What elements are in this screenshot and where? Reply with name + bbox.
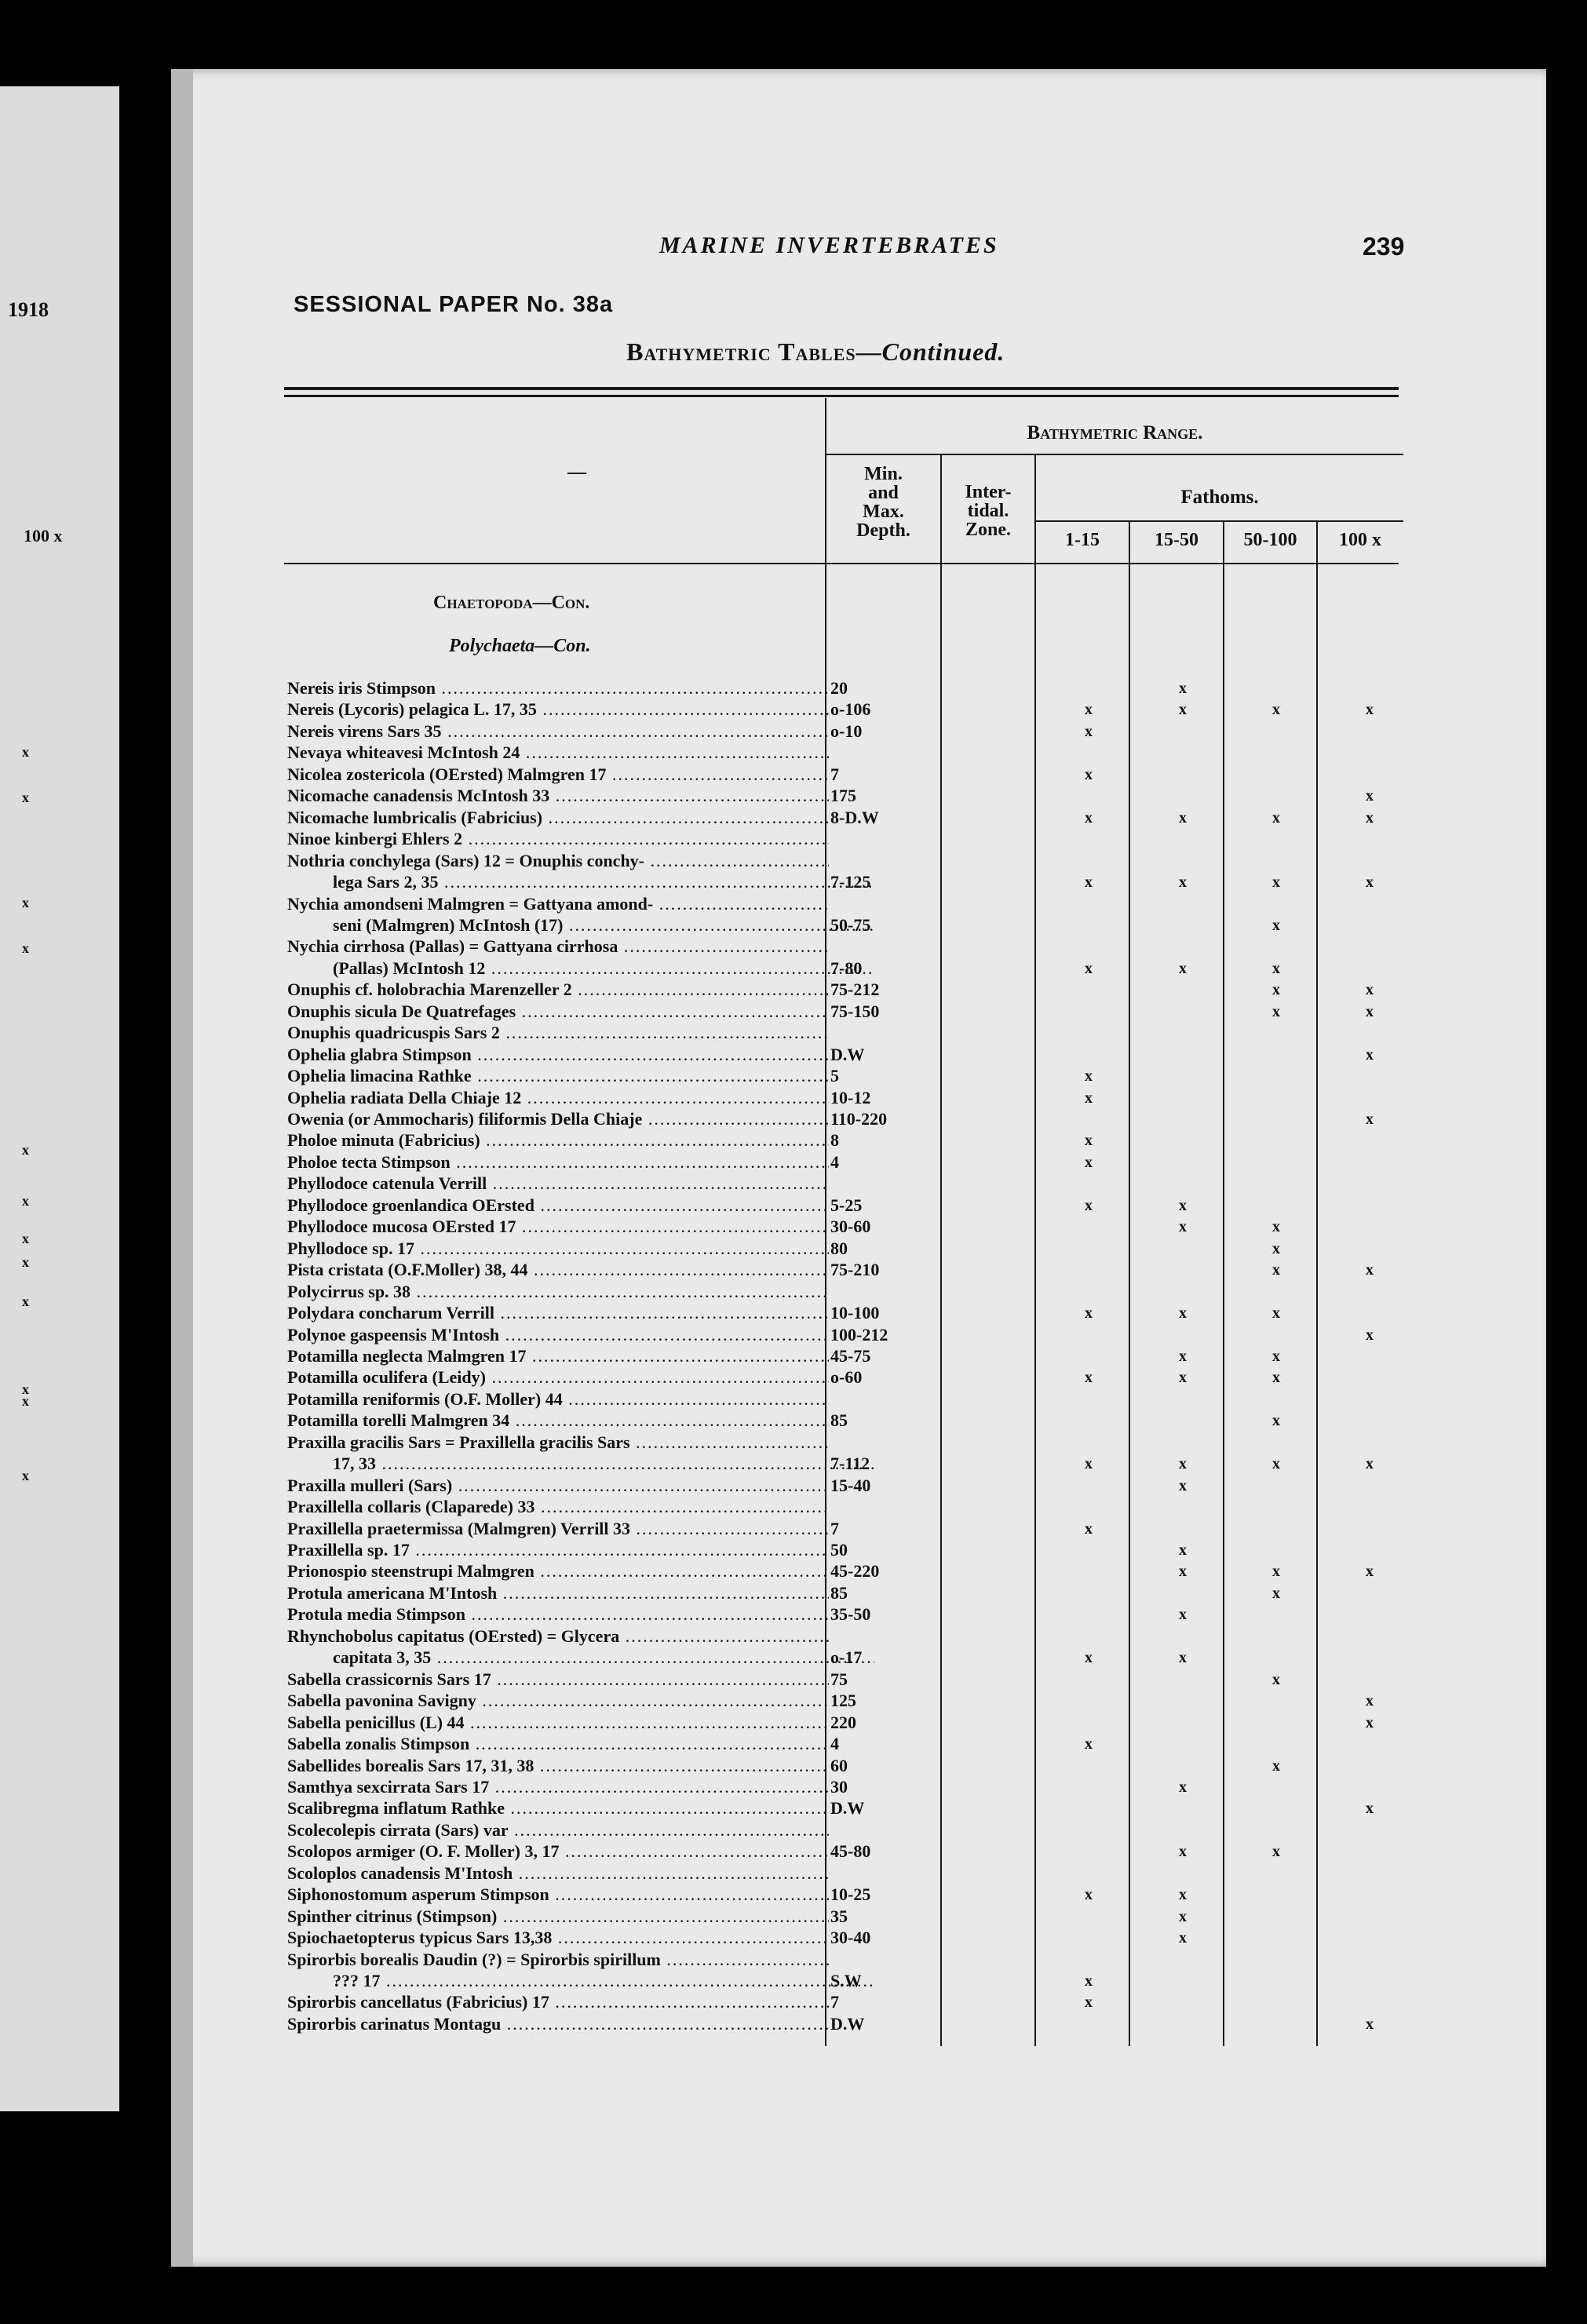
species-name: Pholoe tecta Stimpson .....: [287, 1152, 829, 1173]
species-name: Nothria conchylega (Sars) 12 = Onuphis conchy- .....: [287, 851, 829, 871]
table-row: [287, 1389, 1402, 1410]
depth-range: 10-12: [830, 1088, 871, 1107]
depth-range: 7: [830, 1519, 839, 1538]
fathoms-col-50-100: 50-100: [1243, 530, 1297, 550]
range-mark-50-to-100: x: [1272, 1757, 1280, 1775]
depth-range: 125: [830, 1691, 856, 1710]
depth-range: 7-80: [830, 958, 863, 978]
table-row: [287, 1519, 1402, 1539]
species-name: Ophelia glabra Stimpson .....: [287, 1045, 829, 1065]
species-name: Phyllodoce sp. 17 .....: [287, 1239, 829, 1259]
species-name: Potamilla torelli Malmgren 34 .....: [287, 1410, 829, 1431]
species-name: Siphonostomum asperum Stimpson .....: [287, 1884, 829, 1905]
left-page-mark: x: [22, 1142, 29, 1158]
range-mark-50-to-100: x: [1272, 960, 1280, 977]
running-title: MARINE INVERTEBRATES: [659, 232, 999, 258]
species-name: Potamilla neglecta Malmgren 17 .....: [287, 1346, 829, 1366]
species-name: Scolecolepis cirrata (Sars) var .....: [287, 1820, 829, 1841]
page-gutter: [171, 69, 193, 2267]
range-mark-100x: x: [1366, 874, 1374, 891]
range-mark-15-to-50: x: [1179, 1908, 1187, 1925]
range-mark-1-to-15: x: [1085, 1649, 1093, 1666]
species-name: Spiochaetopterus typicus Sars 13,38 .....: [287, 1928, 829, 1948]
species-name: seni (Malmgren) McIntosh (17) .....: [287, 915, 874, 936]
table-row: [287, 721, 1402, 742]
species-name: Nychia amondseni Malmgren = Gattyana amond- .....: [287, 894, 829, 914]
table-row: [287, 1325, 1402, 1345]
species-name: Nevaya whiteavesi McIntosh 24 .....: [287, 742, 829, 763]
range-mark-100x: x: [1366, 2016, 1374, 2033]
left-page-mark: x: [22, 940, 29, 956]
left-page-mark: x: [22, 1231, 29, 1246]
section-class-heading: Chaetopoda—Con.: [433, 593, 590, 613]
species-name: Spirorbis cancellatus (Fabricius) 17 .....: [287, 1992, 829, 2012]
range-mark-15-to-50: x: [1179, 1649, 1187, 1666]
table-row: [287, 786, 1402, 806]
range-mark-1-to-15: x: [1085, 1735, 1093, 1753]
range-mark-1-to-15: x: [1085, 874, 1093, 891]
range-mark-100x: x: [1366, 1326, 1374, 1344]
species-name: Scalibregma inflatum Rathke .....: [287, 1798, 829, 1819]
species-name: Nychia cirrhosa (Pallas) = Gattyana cirrhosa .....: [287, 936, 829, 957]
species-name: Praxillella collaris (Claparede) 33 .....: [287, 1497, 829, 1517]
depth-range: 7-125: [830, 872, 871, 892]
species-name: Nereis virens Sars 35 .....: [287, 721, 829, 742]
range-mark-1-to-15: x: [1085, 1886, 1093, 1903]
depth-range: 4: [830, 1734, 839, 1753]
range-mark-1-to-15: x: [1085, 1972, 1093, 1990]
species-name: Praxillella praetermissa (Malmgren) Verrill 33 .....: [287, 1519, 829, 1539]
species-name: Nicomache canadensis McIntosh 33 .....: [287, 786, 829, 806]
range-mark-15-to-50: x: [1179, 960, 1187, 977]
range-mark-50-to-100: x: [1272, 1304, 1280, 1322]
table-row: [287, 808, 1402, 828]
depth-range: 175: [830, 786, 856, 805]
range-mark-15-to-50: x: [1179, 1779, 1187, 1796]
species-name: Scoloplos canadensis M'Intosh .....: [287, 1863, 829, 1884]
depth-range: 220: [830, 1713, 856, 1732]
range-mark-50-to-100: x: [1272, 1369, 1280, 1386]
species-name: Nereis iris Stimpson .....: [287, 678, 829, 699]
range-mark-15-to-50: x: [1179, 1843, 1187, 1860]
species-name: Spirorbis carinatus Montagu .....: [287, 2014, 829, 2034]
species-name: Pista cristata (O.F.Moller) 38, 44 .....: [287, 1260, 829, 1280]
table-row: [287, 1282, 1402, 1302]
depth-range: 45-75: [830, 1346, 871, 1366]
table-row: [287, 678, 1402, 699]
depth-range: 85: [830, 1410, 848, 1430]
table-row: [287, 1217, 1402, 1237]
range-mark-100x: x: [1366, 1111, 1374, 1128]
table-row: [287, 1647, 1402, 1668]
range-mark-50-to-100: x: [1272, 1843, 1280, 1860]
range-mark-1-to-15: x: [1085, 766, 1093, 783]
species-name: Phyllodoce catenula Verrill .....: [287, 1173, 829, 1194]
left-page-column-label: 100 x: [24, 526, 63, 545]
range-mark-15-to-50: x: [1179, 1477, 1187, 1494]
depth-range: D.W: [830, 1798, 865, 1818]
depth-range: 8: [830, 1130, 839, 1150]
depth-range: 80: [830, 1239, 848, 1258]
bathymetric-range-header: Bathymetric Range.: [1027, 422, 1203, 443]
depth-range: o-17: [830, 1647, 863, 1667]
stub-header: —: [567, 462, 586, 483]
depth-range: 7: [830, 764, 839, 784]
table-row: [287, 1454, 1402, 1474]
left-page-mark: x: [22, 1393, 29, 1409]
range-mark-50-to-100: x: [1272, 1585, 1280, 1602]
table-row: [287, 1152, 1402, 1173]
species-name: ??? 17 .....: [287, 1971, 874, 1991]
table-row: [287, 1303, 1402, 1323]
table-row: [287, 1045, 1402, 1065]
table-row: [287, 1604, 1402, 1625]
depth-range: 75-210: [830, 1260, 880, 1279]
depth-range: 75-150: [830, 1001, 880, 1021]
range-mark-1-to-15: x: [1085, 960, 1093, 977]
table-row: [287, 1798, 1402, 1819]
range-mark-15-to-50: x: [1179, 1541, 1187, 1559]
species-name: Onuphis sicula De Quatrefages .....: [287, 1001, 829, 1022]
species-name: Pholoe minuta (Fabricius) .....: [287, 1130, 829, 1151]
depth-range: 75: [830, 1669, 848, 1689]
table-row: [287, 699, 1402, 720]
species-name: 17, 33 .....: [287, 1454, 874, 1474]
species-name: Sabella penicillus (L) 44 .....: [287, 1713, 829, 1733]
table-row: [287, 1410, 1402, 1431]
range-mark-50-to-100: x: [1272, 1348, 1280, 1365]
table-row: [287, 1109, 1402, 1129]
range-mark-50-to-100: x: [1272, 1671, 1280, 1688]
species-name: lega Sars 2, 35 .....: [287, 872, 874, 892]
table-row: [287, 1088, 1402, 1108]
range-mark-1-to-15: x: [1085, 1132, 1093, 1149]
table-row: [287, 1992, 1402, 2012]
depth-range: 30-40: [830, 1928, 871, 1947]
table-row: [287, 958, 1402, 979]
table-row: [287, 1841, 1402, 1862]
left-page-edge: [0, 86, 119, 2111]
fathoms-col-15-50: 15-50: [1155, 530, 1198, 550]
table-row: [287, 764, 1402, 785]
table-row: [287, 1023, 1402, 1043]
sessional-paper: SESSIONAL PAPER No. 38a: [294, 292, 614, 317]
depth-range: o-10: [830, 721, 863, 741]
table-row: [287, 1863, 1402, 1884]
range-mark-15-to-50: x: [1179, 1218, 1187, 1235]
range-mark-15-to-50: x: [1179, 1348, 1187, 1365]
range-mark-15-to-50: x: [1179, 809, 1187, 826]
depth-range: 5-25: [830, 1195, 863, 1215]
table-row: [287, 1583, 1402, 1603]
left-page-mark: x: [22, 895, 29, 910]
left-page-mark: x: [22, 744, 29, 760]
range-mark-50-to-100: x: [1272, 1003, 1280, 1020]
table-row: [287, 1130, 1402, 1151]
species-name: Polycirrus sp. 38 .....: [287, 1282, 829, 1302]
species-name: Rhynchobolus capitatus (OErsted) = Glycera .....: [287, 1626, 829, 1647]
table-row: [287, 1066, 1402, 1086]
table-row: [287, 1691, 1402, 1711]
table-row: [287, 1820, 1402, 1841]
range-mark-50-to-100: x: [1272, 1218, 1280, 1235]
range-mark-1-to-15: x: [1085, 1369, 1093, 1386]
species-name: Praxilla gracilis Sars = Praxillella gracilis Sars .....: [287, 1432, 829, 1453]
species-name: Sabella crassicornis Sars 17 .....: [287, 1669, 829, 1690]
range-mark-1-to-15: x: [1085, 701, 1093, 718]
table-row: [287, 1906, 1402, 1927]
range-mark-50-to-100: x: [1272, 1455, 1280, 1472]
range-mark-15-to-50: x: [1179, 1606, 1187, 1623]
depth-range: 5: [830, 1066, 839, 1085]
range-mark-15-to-50: x: [1179, 1455, 1187, 1472]
table-row: [287, 1777, 1402, 1797]
species-name: Owenia (or Ammocharis) filiformis Della Chiaje .....: [287, 1109, 829, 1129]
table-row: [287, 1001, 1402, 1022]
fathoms-col-1-15: 1-15: [1065, 530, 1100, 550]
species-name: Polydara concharum Verrill .....: [287, 1303, 829, 1323]
depth-range: o-106: [830, 699, 871, 719]
range-mark-15-to-50: x: [1179, 1563, 1187, 1580]
species-name: Ophelia limacina Rathke .....: [287, 1066, 829, 1086]
table-row: [287, 1971, 1402, 1991]
depth-range: 85: [830, 1583, 848, 1603]
table-row: [287, 1540, 1402, 1560]
range-mark-1-to-15: x: [1085, 1304, 1093, 1322]
species-name: (Pallas) McIntosh 12 .....: [287, 958, 874, 979]
table-row: [287, 980, 1402, 1000]
intertidal-zone-header: Inter- tidal. Zone.: [965, 482, 1012, 540]
species-name: Phyllodoce mucosa OErsted 17 .....: [287, 1217, 829, 1237]
depth-range: 100-212: [830, 1325, 888, 1344]
depth-range: 7-112: [830, 1454, 870, 1473]
section-subclass-heading: Polychaeta—Con.: [449, 636, 591, 656]
species-name: Nicomache lumbricalis (Fabricius) .....: [287, 808, 829, 828]
species-name: Phyllodoce groenlandica OErsted .....: [287, 1195, 829, 1216]
species-name: Sabellides borealis Sars 17, 31, 38 .....: [287, 1756, 829, 1776]
depth-range: 75-212: [830, 980, 880, 999]
left-page-mark: x: [22, 1468, 29, 1483]
range-mark-100x: x: [1366, 1800, 1374, 1817]
table-row: [287, 1195, 1402, 1216]
depth-range: 8-D.W: [830, 808, 879, 827]
table-row: [287, 1497, 1402, 1517]
table-row: [287, 829, 1402, 849]
fathoms-header: Fathoms.: [1180, 487, 1259, 508]
range-mark-1-to-15: x: [1085, 1455, 1093, 1472]
depth-range: S.W: [830, 1971, 862, 1990]
depth-range: 45-220: [830, 1561, 880, 1581]
species-name: Praxilla mulleri (Sars) .....: [287, 1476, 829, 1496]
table-row: [287, 1346, 1402, 1366]
range-mark-100x: x: [1366, 1692, 1374, 1709]
depth-range: 35: [830, 1906, 848, 1926]
depth-range: 110-220: [830, 1109, 888, 1129]
range-mark-1-to-15: x: [1085, 1994, 1093, 2011]
range-mark-50-to-100: x: [1272, 701, 1280, 718]
table-row: [287, 1756, 1402, 1776]
table-row: [287, 742, 1402, 763]
table-row: [287, 894, 1402, 914]
table-row: [287, 1173, 1402, 1194]
depth-range: o-60: [830, 1367, 863, 1387]
range-mark-100x: x: [1366, 981, 1374, 998]
species-name: Samthya sexcirrata Sars 17 .....: [287, 1777, 829, 1797]
page-number: 239: [1363, 232, 1405, 261]
tables-title: Bathymetric Tables—Continued.: [626, 337, 1005, 366]
fathoms-col-100x: 100 x: [1339, 530, 1381, 550]
species-name: Protula americana M'Intosh .....: [287, 1583, 829, 1603]
left-page-mark: x: [22, 1381, 29, 1397]
table-row: [287, 851, 1402, 871]
left-page-year: 1918: [8, 298, 49, 321]
table-row: [287, 1432, 1402, 1453]
species-name: Ninoe kinbergi Ehlers 2 .....: [287, 829, 829, 849]
range-mark-15-to-50: x: [1179, 1197, 1187, 1214]
range-mark-100x: x: [1366, 809, 1374, 826]
range-mark-50-to-100: x: [1272, 1563, 1280, 1580]
range-mark-1-to-15: x: [1085, 809, 1093, 826]
min-max-depth-header: Min. and Max. Depth.: [856, 464, 910, 541]
species-name: Spirorbis borealis Daudin (?) = Spirorbis spirillum .....: [287, 1950, 829, 1970]
range-mark-1-to-15: x: [1085, 1197, 1093, 1214]
range-mark-50-to-100: x: [1272, 1261, 1280, 1279]
depth-range: 20: [830, 678, 848, 698]
range-mark-1-to-15: x: [1085, 1154, 1093, 1171]
range-mark-100x: x: [1366, 1455, 1374, 1472]
species-name: Nereis (Lycoris) pelagica L. 17, 35 .....: [287, 699, 829, 720]
range-mark-50-to-100: x: [1272, 1412, 1280, 1429]
species-name: Praxillella sp. 17 .....: [287, 1540, 829, 1560]
depth-range: 4: [830, 1152, 839, 1172]
range-mark-15-to-50: x: [1179, 701, 1187, 718]
species-name: capitata 3, 35 .....: [287, 1647, 874, 1668]
table-row: [287, 1561, 1402, 1582]
range-mark-1-to-15: x: [1085, 723, 1093, 740]
table-row: [287, 915, 1402, 936]
range-mark-15-to-50: x: [1179, 1929, 1187, 1946]
species-name: Potamilla reniformis (O.F. Moller) 44 .....: [287, 1389, 829, 1410]
range-mark-1-to-15: x: [1085, 1067, 1093, 1085]
left-page-mark: x: [22, 1254, 29, 1270]
depth-range: D.W: [830, 2014, 865, 2034]
depth-range: 45-80: [830, 1841, 871, 1861]
left-page-mark: x: [22, 1193, 29, 1209]
table-row: [287, 2014, 1402, 2034]
range-mark-100x: x: [1366, 1714, 1374, 1731]
depth-range: 50: [830, 1540, 848, 1560]
table-row: [287, 1884, 1402, 1905]
range-mark-100x: x: [1366, 1563, 1374, 1580]
range-mark-100x: x: [1366, 1261, 1374, 1279]
range-mark-1-to-15: x: [1085, 1520, 1093, 1538]
species-name: Scolopos armiger (O. F. Moller) 3, 17 .....: [287, 1841, 829, 1862]
range-mark-15-to-50: x: [1179, 1304, 1187, 1322]
species-name: Protula media Stimpson .....: [287, 1604, 829, 1625]
species-name: Onuphis quadricuspis Sars 2 .....: [287, 1023, 829, 1043]
range-mark-100x: x: [1366, 701, 1374, 718]
range-mark-50-to-100: x: [1272, 981, 1280, 998]
species-name: Polynoe gaspeensis M'Intosh .....: [287, 1325, 829, 1345]
species-name: Onuphis cf. holobrachia Marenzeller 2 .....: [287, 980, 829, 1000]
table-row: [287, 1367, 1402, 1388]
table-row: [287, 1734, 1402, 1754]
depth-range: D.W: [830, 1045, 865, 1064]
depth-range: 7: [830, 1992, 839, 2012]
species-name: Prionospio steenstrupi Malmgren .....: [287, 1561, 829, 1582]
range-mark-15-to-50: x: [1179, 1886, 1187, 1903]
range-mark-50-to-100: x: [1272, 1240, 1280, 1257]
table-row: [287, 1260, 1402, 1280]
depth-range: 30: [830, 1777, 848, 1797]
table-row: [287, 872, 1402, 892]
species-name: Spinther citrinus (Stimpson) .....: [287, 1906, 829, 1927]
range-mark-100x: x: [1366, 1046, 1374, 1063]
depth-range: 60: [830, 1756, 848, 1775]
table-row: [287, 1713, 1402, 1733]
range-mark-100x: x: [1366, 1003, 1374, 1020]
range-mark-50-to-100: x: [1272, 874, 1280, 891]
species-name: Ophelia radiata Della Chiaje 12 .....: [287, 1088, 829, 1108]
species-name: Sabella zonalis Stimpson .....: [287, 1734, 829, 1754]
depth-range: 10-100: [830, 1303, 880, 1323]
range-mark-100x: x: [1366, 787, 1374, 804]
left-page-mark: x: [22, 790, 29, 805]
range-mark-1-to-15: x: [1085, 1089, 1093, 1107]
depth-range: 15-40: [830, 1476, 871, 1495]
table-row: [287, 1669, 1402, 1690]
range-mark-15-to-50: x: [1179, 1369, 1187, 1386]
species-name: Potamilla oculifera (Leidy) .....: [287, 1367, 829, 1388]
range-mark-50-to-100: x: [1272, 917, 1280, 934]
depth-range: 30-60: [830, 1217, 871, 1236]
table-row: [287, 1626, 1402, 1647]
table-row: [287, 1928, 1402, 1948]
range-mark-50-to-100: x: [1272, 809, 1280, 826]
species-name: Nicolea zostericola (OErsted) Malmgren 17 .....: [287, 764, 829, 785]
range-mark-15-to-50: x: [1179, 680, 1187, 697]
table-row: [287, 936, 1402, 957]
table-row: [287, 1476, 1402, 1496]
range-mark-15-to-50: x: [1179, 874, 1187, 891]
table-row: [287, 1239, 1402, 1259]
depth-range: 50-75: [830, 915, 871, 935]
table-row: [287, 1950, 1402, 1970]
depth-range: 10-25: [830, 1884, 871, 1904]
depth-range: 35-50: [830, 1604, 871, 1624]
species-name: Sabella pavonina Savigny .....: [287, 1691, 829, 1711]
left-page-mark: x: [22, 1293, 29, 1309]
